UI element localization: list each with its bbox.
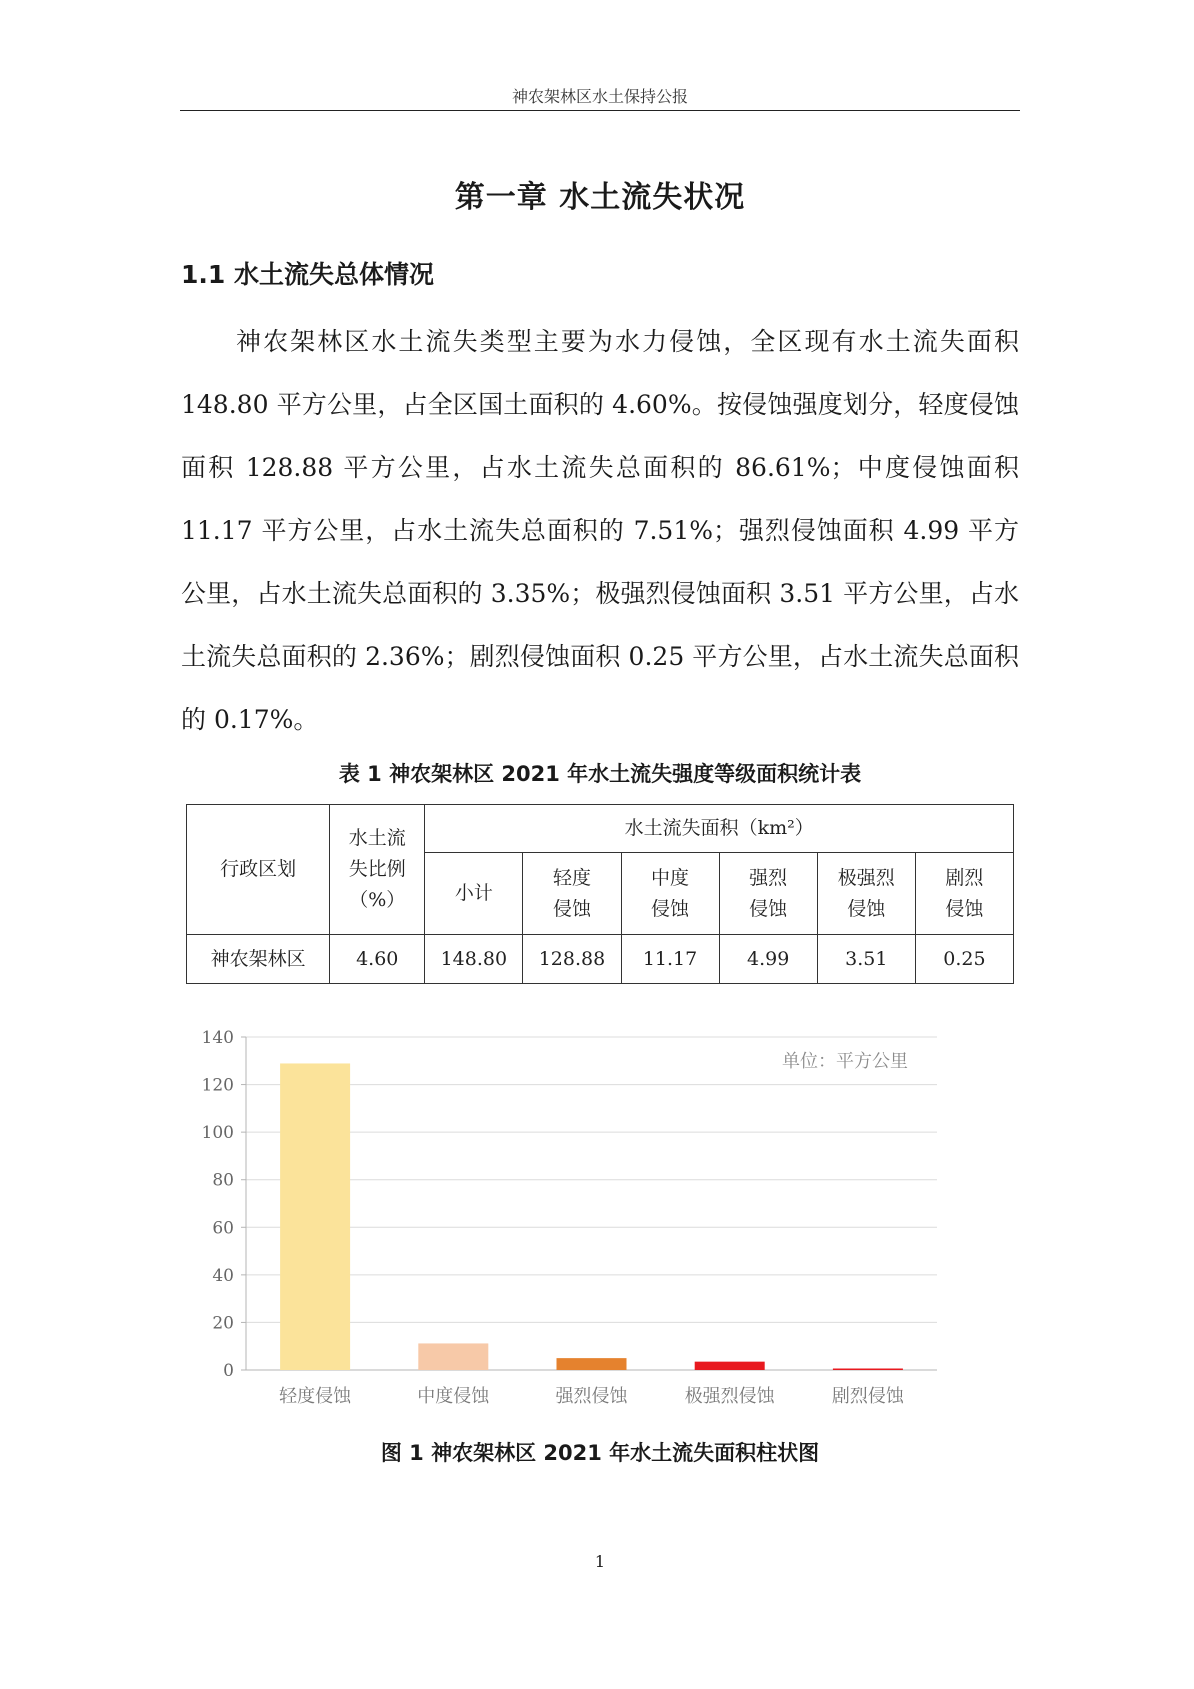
cell-intense: 4.99 xyxy=(719,935,817,984)
header-area-group: 水土流失面积（km²） xyxy=(425,805,1014,853)
y-tick-label: 0 xyxy=(223,1361,234,1381)
header-severe: 剧烈侵蚀 xyxy=(915,853,1013,935)
y-tick-label: 60 xyxy=(212,1218,234,1239)
header-mild: 轻度侵蚀 xyxy=(523,853,621,935)
header-divider xyxy=(180,110,1020,111)
x-tick-label: 极强烈侵蚀 xyxy=(684,1386,775,1407)
chart-x-axis xyxy=(279,1385,905,1407)
page-header: 神农架林区水土保持公报 xyxy=(511,87,688,106)
y-tick-label: 140 xyxy=(201,1028,234,1048)
bar xyxy=(418,1343,488,1370)
y-tick-label: 40 xyxy=(212,1265,234,1286)
x-tick-label: 轻度侵蚀 xyxy=(279,1386,352,1407)
header-region: 行政区划 xyxy=(187,805,330,935)
header-ratio: 水土流失比例（%） xyxy=(330,805,425,935)
table-caption: 表 1 神农架林区 2021 年水土流失强度等级面积统计表 xyxy=(338,762,862,786)
chart-y-axis xyxy=(202,1028,246,1381)
page-number: 1 xyxy=(594,1552,606,1571)
y-tick-label: 80 xyxy=(212,1170,234,1191)
cell-moderate: 11.17 xyxy=(621,935,719,984)
cell-mild: 128.88 xyxy=(523,935,621,984)
section-title: 1.1 水土流失总体情况 xyxy=(181,260,434,289)
chart-bars xyxy=(280,1063,903,1370)
cell-ratio: 4.60 xyxy=(330,935,425,984)
header-subtotal: 小计 xyxy=(425,853,523,935)
figure-caption: 图 1 神农架林区 2021 年水土流失面积柱状图 xyxy=(380,1441,820,1465)
cell-subtotal: 148.80 xyxy=(425,935,523,984)
x-tick-label: 剧烈侵蚀 xyxy=(831,1386,904,1407)
header-very-intense: 极强烈侵蚀 xyxy=(817,853,915,935)
cell-severe: 0.25 xyxy=(915,935,1013,984)
y-tick-label: 120 xyxy=(201,1075,234,1096)
chapter-title: 第一章 水土流失状况 xyxy=(454,180,746,215)
x-tick-label: 强烈侵蚀 xyxy=(555,1386,628,1407)
chart-unit-note: 单位：平方公里 xyxy=(782,1051,908,1072)
erosion-area-bar-chart xyxy=(180,1020,960,1420)
erosion-area-table xyxy=(186,804,1014,984)
y-tick-label: 100 xyxy=(201,1123,234,1144)
bar xyxy=(280,1063,350,1370)
cell-very-intense: 3.51 xyxy=(817,935,915,984)
body-paragraph: 神农架林区水土流失类型主要为水力侵蚀，全区现有水土流失面积 148.80 平方公里，占全区国土面积的 4.60%。按侵蚀强度划分，轻度侵蚀面积 128.88 平方公里，占水土流失总面积的 86.61%；中度侵蚀面积 11.17 平方公里，占水土流失总面积的 7.51%；强烈侵蚀面积 4.99 平方公里，占水土流失总面积的 3.35%；极强烈侵蚀面积 3.51 平方公里，占水土流失总面积的 2.36%；剧烈侵蚀面积 0.25 平方公里，占水土流失总面积的 0.17%。 xyxy=(181,327,1019,734)
header-moderate: 中度侵蚀 xyxy=(621,853,719,935)
y-tick-label: 20 xyxy=(212,1313,234,1334)
table-row xyxy=(187,935,1014,984)
bar xyxy=(695,1362,765,1370)
cell-region: 神农架林区 xyxy=(187,935,330,984)
x-tick-label: 中度侵蚀 xyxy=(417,1386,490,1407)
header-intense: 强烈侵蚀 xyxy=(719,853,817,935)
bar xyxy=(833,1369,903,1371)
bar xyxy=(557,1358,627,1370)
